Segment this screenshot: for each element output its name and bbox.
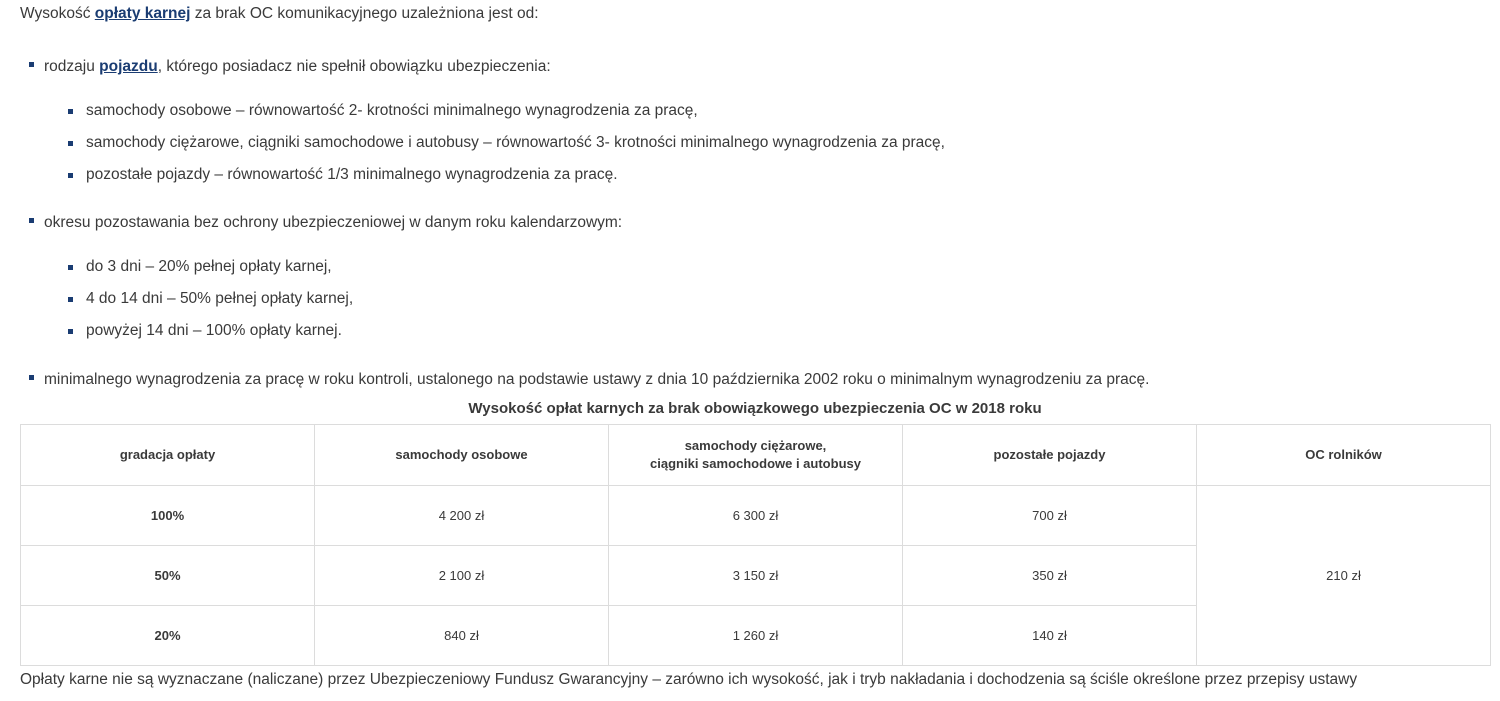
bullet-square-icon bbox=[68, 265, 73, 270]
header-osobowe: samochody osobowe bbox=[315, 425, 609, 486]
list-item: okresu pozostawania bez ochrony ubezpieczeniowej w danym roku kalendarzowym: bbox=[44, 214, 623, 231]
cell-osobowe: 4 200 zł bbox=[315, 486, 609, 546]
cell-osobowe: 840 zł bbox=[315, 606, 609, 666]
sub-list-item: pozostałe pojazdy – równowartość 1/3 minimalnego wynagrodzenia za pracę. bbox=[86, 166, 618, 183]
cell-pozostale: 140 zł bbox=[903, 606, 1197, 666]
sub-list-item: samochody osobowe – równowartość 2- krotności minimalnego wynagrodzenia za pracę, bbox=[86, 102, 698, 119]
intro-suffix: za brak OC komunikacyjnego uzależniona jest od: bbox=[190, 5, 539, 22]
intro-paragraph bbox=[20, 5, 539, 23]
table-header-row bbox=[21, 425, 1491, 486]
bullet-square-icon bbox=[68, 109, 73, 114]
bullet-square-icon bbox=[29, 62, 34, 67]
bullet-square-icon bbox=[68, 297, 73, 302]
bullet-square-icon bbox=[29, 218, 34, 223]
list-item bbox=[44, 58, 551, 76]
table-row bbox=[21, 486, 1491, 546]
footer-paragraph: Opłaty karne nie są wyznaczane (naliczane) przez Ubezpieczeniowy Fundusz Gwarancyjny – zarówno ich wysokość, jak i tryb nakładania i dochodzenia są ściśle określone przez przepisy ustawy bbox=[20, 671, 1358, 688]
link-pojazdu[interactable]: pojazdu bbox=[99, 58, 158, 75]
cell-pozostale: 700 zł bbox=[903, 486, 1197, 546]
fees-table bbox=[20, 424, 1491, 666]
header-rolnikow: OC rolników bbox=[1197, 425, 1491, 486]
bullet-square-icon bbox=[68, 173, 73, 178]
cell-gradacja: 20% bbox=[21, 606, 315, 666]
header-ciezarowe-line1: samochody ciężarowe, bbox=[684, 438, 827, 453]
header-pozostale: pozostałe pojazdy bbox=[903, 425, 1197, 486]
bullet-square-icon bbox=[68, 141, 73, 146]
bullet-square-icon bbox=[29, 375, 34, 380]
header-ciezarowe-line2: ciągniki samochodowe i autobusy bbox=[650, 456, 861, 471]
cell-ciezarowe: 6 300 zł bbox=[609, 486, 903, 546]
cell-ciezarowe: 3 150 zł bbox=[609, 546, 903, 606]
link-oplaty-karnej[interactable]: opłaty karnej bbox=[94, 5, 191, 22]
sub-list-item: samochody ciężarowe, ciągniki samochodowe i autobusy – równowartość 3- krotności minimalnego wynagrodzenia za pracę, bbox=[86, 134, 945, 151]
intro-prefix: Wysokość bbox=[20, 5, 95, 22]
header-gradacja: gradacja opłaty bbox=[21, 425, 315, 486]
sub-list-item: do 3 dni – 20% pełnej opłaty karnej, bbox=[86, 258, 332, 275]
cell-osobowe: 2 100 zł bbox=[315, 546, 609, 606]
cell-rolnikow: 210 zł bbox=[1197, 486, 1491, 666]
cell-pozostale: 350 zł bbox=[903, 546, 1197, 606]
cell-ciezarowe: 1 260 zł bbox=[609, 606, 903, 666]
sub-list-item: powyżej 14 dni – 100% opłaty karnej. bbox=[86, 322, 342, 339]
cell-gradacja: 50% bbox=[21, 546, 315, 606]
table-caption: Wysokość opłat karnych za brak obowiązkowego ubezpieczenia OC w 2018 roku bbox=[468, 400, 1042, 417]
section-suffix: , którego posiadacz nie spełnił obowiązku ubezpieczenia: bbox=[157, 58, 551, 75]
list-item: minimalnego wynagrodzenia za pracę w roku kontroli, ustalonego na podstawie ustawy z dnia 10 października 2002 roku o minimalnym wynagrodzeniu za pracę. bbox=[44, 371, 1150, 388]
cell-gradacja: 100% bbox=[21, 486, 315, 546]
sub-list-item: 4 do 14 dni – 50% pełnej opłaty karnej, bbox=[86, 290, 354, 307]
header-ciezarowe bbox=[609, 425, 903, 486]
section-prefix: rodzaju bbox=[44, 58, 100, 75]
bullet-square-icon bbox=[68, 329, 73, 334]
